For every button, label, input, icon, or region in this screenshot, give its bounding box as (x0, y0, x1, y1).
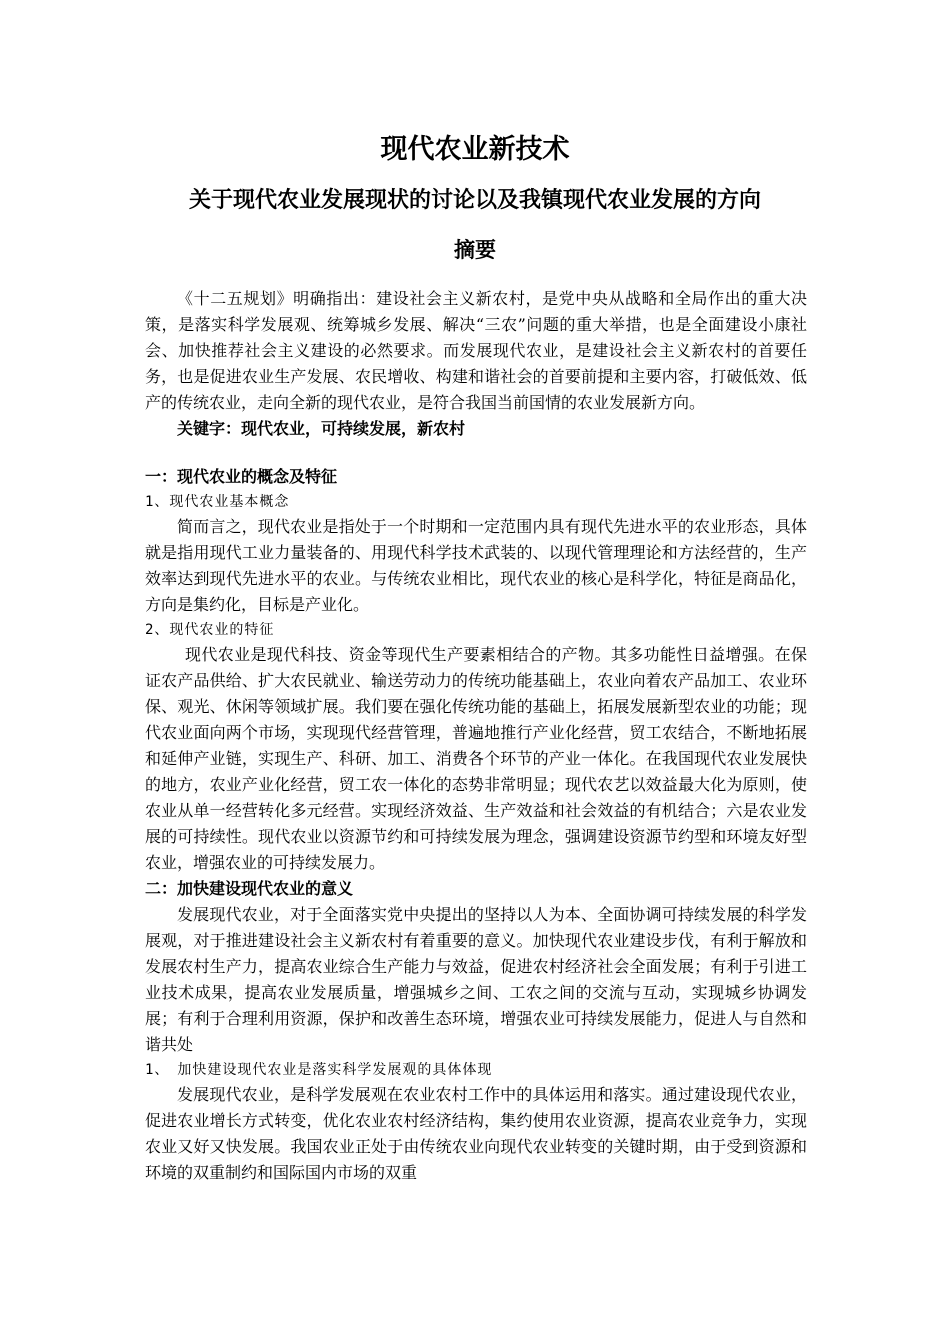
section-1-sub-2-paragraph: 现代农业是现代科技、资金等现代生产要素相结合的产物。其多功能性日益增强。在保证农产品供给、扩大农民就业、输送劳动力的传统功能基础上，农业向着农产品加工、农业环保、观光、休闲等领域扩展。我们要在强化传统功能的基础上，拓展发展新型农业的功能；现代农业面向两个市场，实现现代经营管理，普遍地推行产业化经营，贸工农结合，不断地拓展和延伸产业链，实现生产、科研、加工、消费各个环节的产业一体化。在我国现代农业发展快的地方，农业产业化经营，贸工农一体化的态势非常明显；现代农艺以效益最大化为原则，使农业从单一经营转化多元经营。实现经济效益、生产效益和社会效益的有机结合；六是农业发展的可持续性。现代农业以资源节约和可持续发展为理念，强调建设资源节约型和环境友好型农业，增强农业的可持续发展力。 (145, 645, 807, 872)
document-body (145, 286, 807, 1186)
section-1-heading: 一：现代农业的概念及特征 (145, 467, 338, 486)
keywords-line: 关键字：现代农业，可持续发展，新农村 (177, 419, 466, 438)
section-2-paragraph: 发展现代农业，对于全面落实党中央提出的坚持以人为本、全面协调可持续发展的科学发展观，对于推进建设社会主义新农村有着重要的意义。加快现代农业建设步伐，有利于解放和发展农村生产力，提高农业综合生产能力与效益，促进农村经济社会全面发展；有利于引进工业技术成果，提高农业发展质量，增强城乡之间、工农之间的交流与互动，实现城乡协调发展；有利于合理利用资源，保护和改善生态环境，增强农业可持续发展能力，促进人与自然和谐共处 (145, 905, 807, 1054)
abstract-paragraph: 《十二五规划》明确指出：建设社会主义新农村，是党中央从战略和全局作出的重大决策，是落实科学发展观、统筹城乡发展、解决“三农”问题的重大举措，也是全面建设小康社会、加快推荐社会主义建设的必然要求。而发展现代农业，是建设社会主义新农村的首要任务，也是促进农业生产发展、农民增收、构建和谐社会的首要前提和主要内容，打破低效、低产的传统农业，走向全新的现代农业，是符合我国当前国情的农业发展新方向。 (145, 289, 807, 412)
section-1-sub-1-heading: 1、现代农业基本概念 (145, 494, 290, 510)
section-1-sub-2-heading: 2、现代农业的特征 (145, 622, 275, 638)
document-subtitle: 关于现代农业发展现状的讨论以及我镇现代农业发展的方向 (188, 188, 761, 213)
document-title: 现代农业新技术 (380, 134, 570, 165)
abstract-heading: 摘要 (454, 238, 496, 262)
section-2-sub-1-paragraph: 发展现代农业，是科学发展观在农业农村工作中的具体运用和落实。通过建设现代农业，促进农业增长方式转变，优化农业农村经济结构，集约使用农业资源，提高农业竞争力，实现农业又好又快发展。我国农业正处于由传统农业向现代农业转变的关键时期，由于受到资源和环境的双重制约和国际国内市场的双重 (145, 1085, 807, 1182)
section-2-sub-1-heading: 1、 加快建设现代农业是落实科学发展观的具体体现 (145, 1062, 493, 1078)
section-2-heading: 二：加快建设现代农业的意义 (145, 879, 354, 898)
section-1-sub-1-paragraph: 简而言之，现代农业是指处于一个时期和一定范围内具有现代先进水平的农业形态，具体就是指用现代工业力量装备的、用现代科学技术武装的、以现代管理理论和方法经营的，生产效率达到现代先进水平的农业。与传统农业相比，现代农业的核心是科学化，特征是商品化，方向是集约化，目标是产业化。 (145, 517, 807, 614)
